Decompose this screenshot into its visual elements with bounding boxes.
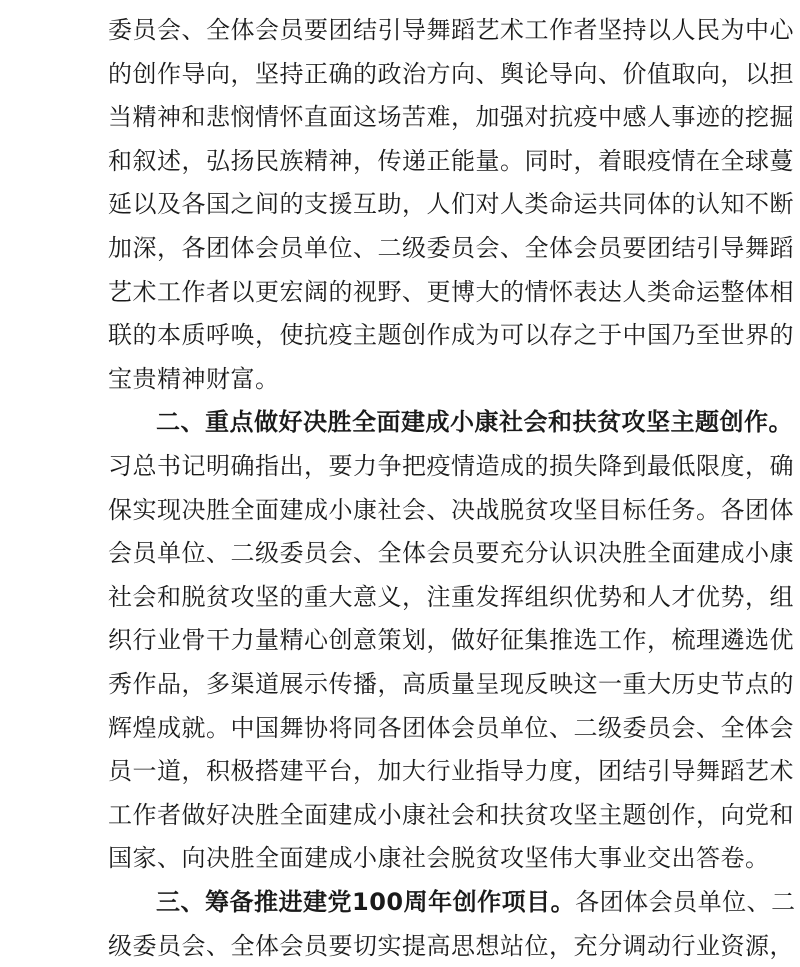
body-text-line: 习总书记明确指出，要力争把疫情造成的损失降到最低限度，确 (108, 452, 794, 480)
body-text-line: 会员单位、二级委员会、全体会员要充分认识决胜全面建成小康 (108, 539, 794, 567)
body-text-line: 当精神和悲悯情怀直面这场苦难，加强对抗疫中感人事迹的挖掘 (108, 103, 794, 131)
section-heading-3-line (156, 882, 796, 923)
body-text-line: 工作者做好决胜全面建成小康社会和扶贫攻坚主题创作，向党和 (108, 801, 794, 829)
body-text-line: 的创作导向，坚持正确的政治方向、舆论导向、价值取向，以担 (108, 60, 794, 88)
body-text-line: 联的本质呼唤，使抗疫主题创作成为可以存之于中国乃至世界的 (108, 321, 794, 349)
body-text-line: 员一道，积极搭建平台，加大行业指导力度，团结引导舞蹈艺术 (108, 757, 794, 785)
body-text-line: 保实现决胜全面建成小康社会、决战脱贫攻坚目标任务。各团体 (108, 496, 794, 524)
body-text-run: 各团体会员单位、二 (575, 888, 796, 916)
body-text-line: 秀作品，多渠道展示传播，高质量呈现反映这一重大历史节点的 (108, 670, 794, 698)
body-text-line: 社会和脱贫攻坚的重大意义，注重发挥组织优势和人才优势，组 (108, 583, 794, 611)
section-heading-2: 二、重点做好决胜全面建成小康社会和扶贫攻坚主题创作。 (156, 408, 793, 436)
body-text-line: 加深，各团体会员单位、二级委员会、全体会员要团结引导舞蹈 (108, 234, 794, 262)
body-text-line: 委员会、全体会员要团结引导舞蹈艺术工作者坚持以人民为中心 (108, 16, 794, 44)
body-text-line: 艺术工作者以更宏阔的视野、更博大的情怀表达人类命运整体相 (108, 278, 794, 306)
body-text-line: 和叙述，弘扬民族精神，传递正能量。同时，着眼疫情在全球蔓 (108, 147, 794, 175)
body-text-line: 宝贵精神财富。 (108, 365, 280, 393)
body-text-line: 延以及各国之间的支援互助，人们对人类命运共同体的认知不断 (108, 190, 794, 218)
body-text-line: 辉煌成就。中国舞协将同各团体会员单位、二级委员会、全体会 (108, 714, 794, 742)
section-heading-3: 三、筹备推进建党100周年创作项目。 (156, 888, 576, 916)
body-text-line: 级委员会、全体会员要切实提高思想站位，充分调动行业资源， (108, 932, 794, 960)
body-text-line: 织行业骨干力量精心创意策划，做好征集推选工作，梳理遴选优 (108, 626, 794, 654)
body-text-line: 国家、向决胜全面建成小康社会脱贫攻坚伟大事业交出答卷。 (108, 844, 770, 872)
